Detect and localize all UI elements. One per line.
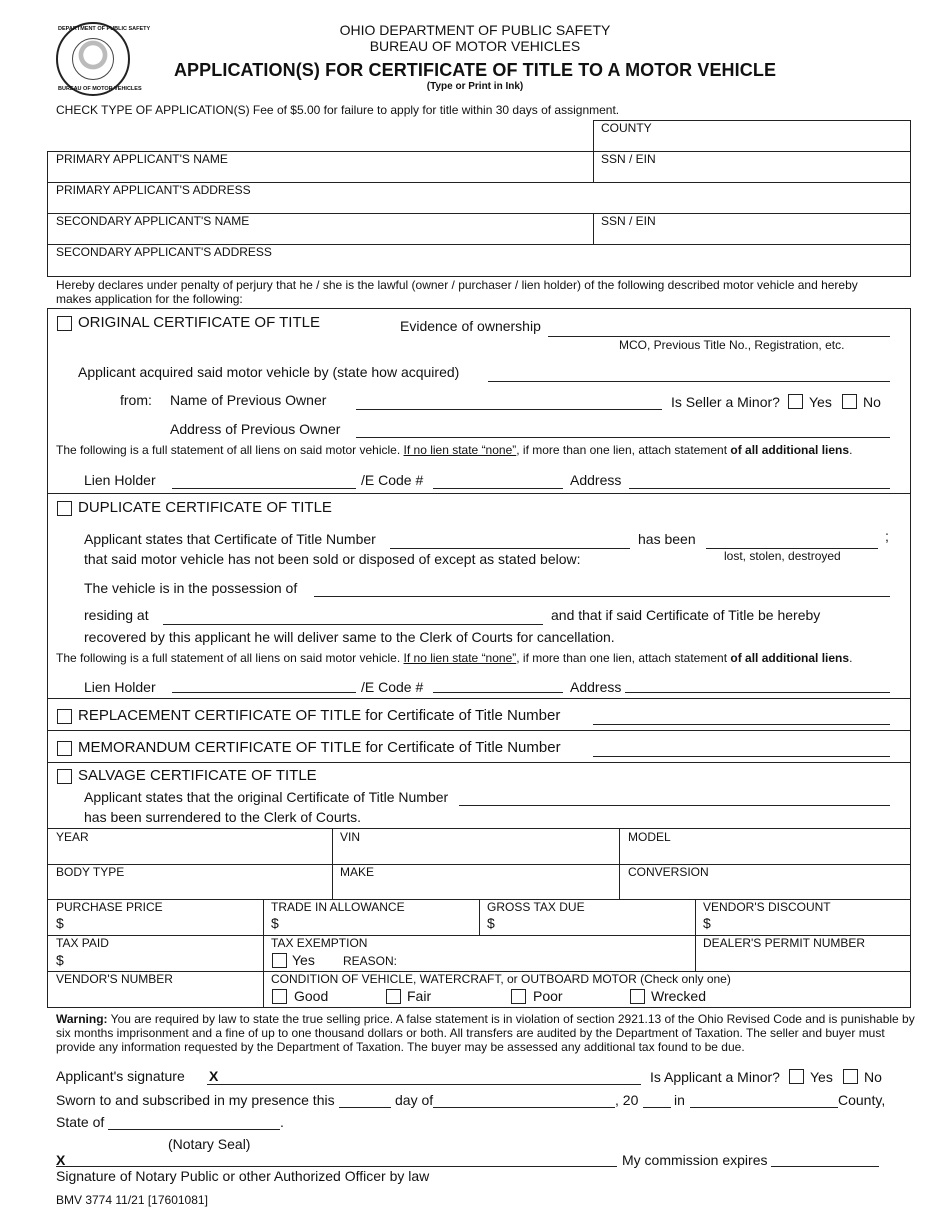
original-checkbox[interactable] — [57, 316, 72, 331]
not-sold-text: that said motor vehicle has not been sold or disposed of except as stated below: — [84, 551, 581, 567]
seal-top-text: DEPARTMENT OF PUBLIC SAFETY — [58, 26, 151, 32]
make-field[interactable]: MAKE — [340, 865, 375, 879]
condition-wrecked-label: Wrecked — [651, 988, 706, 1004]
state-of-label: State of — [56, 1114, 105, 1130]
notary-seal-label: (Notary Seal) — [168, 1136, 251, 1152]
condition-poor-label: Poor — [533, 988, 563, 1004]
seller-minor-label: Is Seller a Minor? — [671, 394, 780, 410]
salvage-title: SALVAGE CERTIFICATE OF TITLE — [78, 767, 317, 784]
purchase-dollar: $ — [56, 915, 64, 931]
secondary-ssn-field[interactable]: SSN / EIN — [601, 214, 656, 228]
vin-field[interactable]: VIN — [340, 830, 361, 844]
warning-line2: six months imprisonment and a fine of up to one thousand dollars or both. All transfers are audited by the Department of Taxation. The seller and buyer must — [56, 1026, 885, 1040]
trade-in-field[interactable]: TRADE IN ALLOWANCE — [271, 900, 405, 914]
surrendered-text: has been surrendered to the Clerk of Courts. — [84, 809, 362, 825]
semicolon: ; — [885, 528, 889, 544]
notary-signature-label: Signature of Notary Public or other Authorized Officer by law — [56, 1168, 430, 1184]
and-that-text: and that if said Certificate of Title be hereby — [551, 607, 821, 623]
model-field[interactable]: MODEL — [628, 830, 671, 844]
condition-good-checkbox[interactable] — [272, 989, 287, 1004]
has-been-label: has been — [638, 531, 696, 547]
primary-address-field[interactable]: PRIMARY APPLICANT'S ADDRESS — [56, 183, 251, 197]
tax-exempt-yes-label: Yes — [292, 952, 315, 968]
applicant-minor-label: Is Applicant a Minor? — [650, 1069, 780, 1085]
original-lien-holder-label: Lien Holder — [84, 472, 156, 488]
secondary-address-field[interactable]: SECONDARY APPLICANT'S ADDRESS — [56, 245, 272, 259]
warning-line1: Warning: You are required by law to state the true selling price. A false statement is in violation of section 2921.13 of the Ohio Revised Code and is punishable by — [56, 1012, 915, 1026]
condition-fair-label: Fair — [407, 988, 432, 1004]
duplicate-checkbox[interactable] — [57, 501, 72, 516]
condition-poor-checkbox[interactable] — [511, 989, 526, 1004]
county-suffix-label: County, — [838, 1092, 886, 1108]
gross-tax-field[interactable]: GROSS TAX DUE — [487, 900, 585, 914]
check-type-text: CHECK TYPE OF APPLICATION(S) Fee of $5.00 for failure to apply for title within 30 days of assignment. — [56, 103, 620, 117]
condition-good-label: Good — [294, 988, 329, 1004]
prev-address-label: Address of Previous Owner — [170, 421, 341, 437]
applicant-sig-x: X — [209, 1068, 219, 1084]
year-twenty-label: , 20 — [615, 1092, 639, 1108]
seller-minor-yes-label: Yes — [809, 394, 832, 410]
salvage-states-label: Applicant states that the original Certificate of Title Number — [84, 789, 449, 805]
dealer-permit-field[interactable]: DEALER'S PERMIT NUMBER — [703, 936, 866, 950]
applicant-signature-label: Applicant's signature — [56, 1068, 185, 1084]
declaration-line1: Hereby declares under penalty of perjury that he / she is the lawful (owner / purchaser / lien holder) of the following described motor vehicle and hereby — [56, 278, 858, 292]
seal-bottom-text: BUREAU OF MOTOR VEHICLES — [58, 86, 142, 92]
seller-minor-no-checkbox[interactable] — [842, 394, 857, 409]
lost-stolen-hint: lost, stolen, destroyed — [724, 549, 841, 563]
from-label: from: — [120, 392, 152, 408]
seller-minor-no-label: No — [863, 394, 881, 410]
seller-minor-yes-checkbox[interactable] — [788, 394, 803, 409]
duplicate-ecode-label: /E Code # — [361, 679, 424, 695]
condition-label: CONDITION OF VEHICLE, WATERCRAFT, or OUTBOARD MOTOR (Check only one) — [271, 972, 731, 986]
applicant-minor-no-checkbox[interactable] — [843, 1069, 858, 1084]
original-address-label: Address — [570, 472, 622, 488]
primary-ssn-field[interactable]: SSN / EIN — [601, 152, 656, 166]
in-label: in — [674, 1092, 685, 1108]
original-title: ORIGINAL CERTIFICATE OF TITLE — [78, 314, 320, 331]
condition-wrecked-checkbox[interactable] — [630, 989, 645, 1004]
notary-signature-line[interactable] — [56, 1166, 617, 1167]
tax-paid-field[interactable]: TAX PAID — [56, 936, 109, 950]
duplicate-address-label: Address — [570, 679, 622, 695]
vendor-discount-field[interactable]: VENDOR'S DISCOUNT — [703, 900, 831, 914]
memorandum-checkbox[interactable] — [57, 741, 72, 756]
evidence-label: Evidence of ownership — [400, 318, 541, 334]
vendor-number-field[interactable]: VENDOR'S NUMBER — [56, 972, 173, 986]
reason-field[interactable]: REASON: — [343, 954, 398, 968]
warning-line3: provide any information requested by the Department of Taxation. The buyer may be assessed any additional tax found to be due. — [56, 1040, 745, 1054]
tax-paid-dollar: $ — [56, 952, 64, 968]
notary-sig-x: X — [56, 1152, 66, 1168]
primary-name-field[interactable]: PRIMARY APPLICANT'S NAME — [56, 152, 228, 166]
residing-label: residing at — [84, 607, 149, 623]
body-type-field[interactable]: BODY TYPE — [56, 865, 125, 879]
applicant-minor-yes-label: Yes — [810, 1069, 833, 1085]
sworn-label: Sworn to and subscribed in my presence this — [56, 1092, 335, 1108]
recovered-text: recovered by this applicant he will deliver same to the Clerk of Courts for cancellation. — [84, 629, 615, 645]
form-subtitle: (Type or Print in Ink) — [426, 81, 524, 92]
duplicate-states-label: Applicant states that Certificate of Title Number — [84, 531, 376, 547]
form-title: APPLICATION(S) FOR CERTIFICATE OF TITLE TO A MOTOR VEHICLE — [173, 60, 777, 80]
prev-owner-label: Name of Previous Owner — [170, 392, 327, 408]
year-field[interactable]: YEAR — [56, 830, 89, 844]
tax-exemption-label: TAX EXEMPTION — [271, 936, 368, 950]
evidence-hint: MCO, Previous Title No., Registration, etc. — [619, 338, 845, 352]
memorandum-title: MEMORANDUM CERTIFICATE OF TITLE for Certificate of Title Number — [78, 739, 561, 756]
replacement-title: REPLACEMENT CERTIFICATE OF TITLE for Certificate of Title Number — [78, 707, 561, 724]
form-id: BMV 3774 11/21 [17601081] — [56, 1193, 208, 1207]
purchase-price-field[interactable]: PURCHASE PRICE — [56, 900, 163, 914]
applicant-minor-no-label: No — [864, 1069, 882, 1085]
bureau-name: BUREAU OF MOTOR VEHICLES — [369, 38, 581, 54]
applicant-signature-line[interactable] — [207, 1084, 641, 1085]
duplicate-lien-holder-label: Lien Holder — [84, 679, 156, 695]
trade-dollar: $ — [271, 915, 279, 931]
conversion-field[interactable]: CONVERSION — [628, 865, 709, 879]
replacement-checkbox[interactable] — [57, 709, 72, 724]
gross-dollar: $ — [487, 915, 495, 931]
possession-label: The vehicle is in the possession of — [84, 580, 298, 596]
vendor-dollar: $ — [703, 915, 711, 931]
day-of-label: day of — [395, 1092, 434, 1108]
commission-label: My commission expires — [622, 1152, 768, 1168]
county-field[interactable]: COUNTY — [601, 121, 652, 135]
salvage-checkbox[interactable] — [57, 769, 72, 784]
secondary-name-field[interactable]: SECONDARY APPLICANT'S NAME — [56, 214, 250, 228]
tax-exempt-yes-checkbox[interactable] — [272, 953, 287, 968]
original-ecode-label: /E Code # — [361, 472, 424, 488]
original-lien-statement: The following is a full statement of all liens on said motor vehicle. If no lien state “none”, if more than one lien, attach statement of all additional liens. — [56, 443, 853, 457]
duplicate-lien-statement: The following is a full statement of all liens on said motor vehicle. If no lien state “none”, if more than one lien, attach statement of all additional liens. — [56, 651, 853, 665]
dept-name: OHIO DEPARTMENT OF PUBLIC SAFETY — [339, 22, 611, 38]
state-period: . — [280, 1114, 284, 1130]
applicant-minor-yes-checkbox[interactable] — [789, 1069, 804, 1084]
condition-fair-checkbox[interactable] — [386, 989, 401, 1004]
acquired-label: Applicant acquired said motor vehicle by (state how acquired) — [78, 364, 460, 380]
duplicate-title: DUPLICATE CERTIFICATE OF TITLE — [78, 499, 332, 516]
declaration-line2: makes application for the following: — [56, 292, 243, 306]
